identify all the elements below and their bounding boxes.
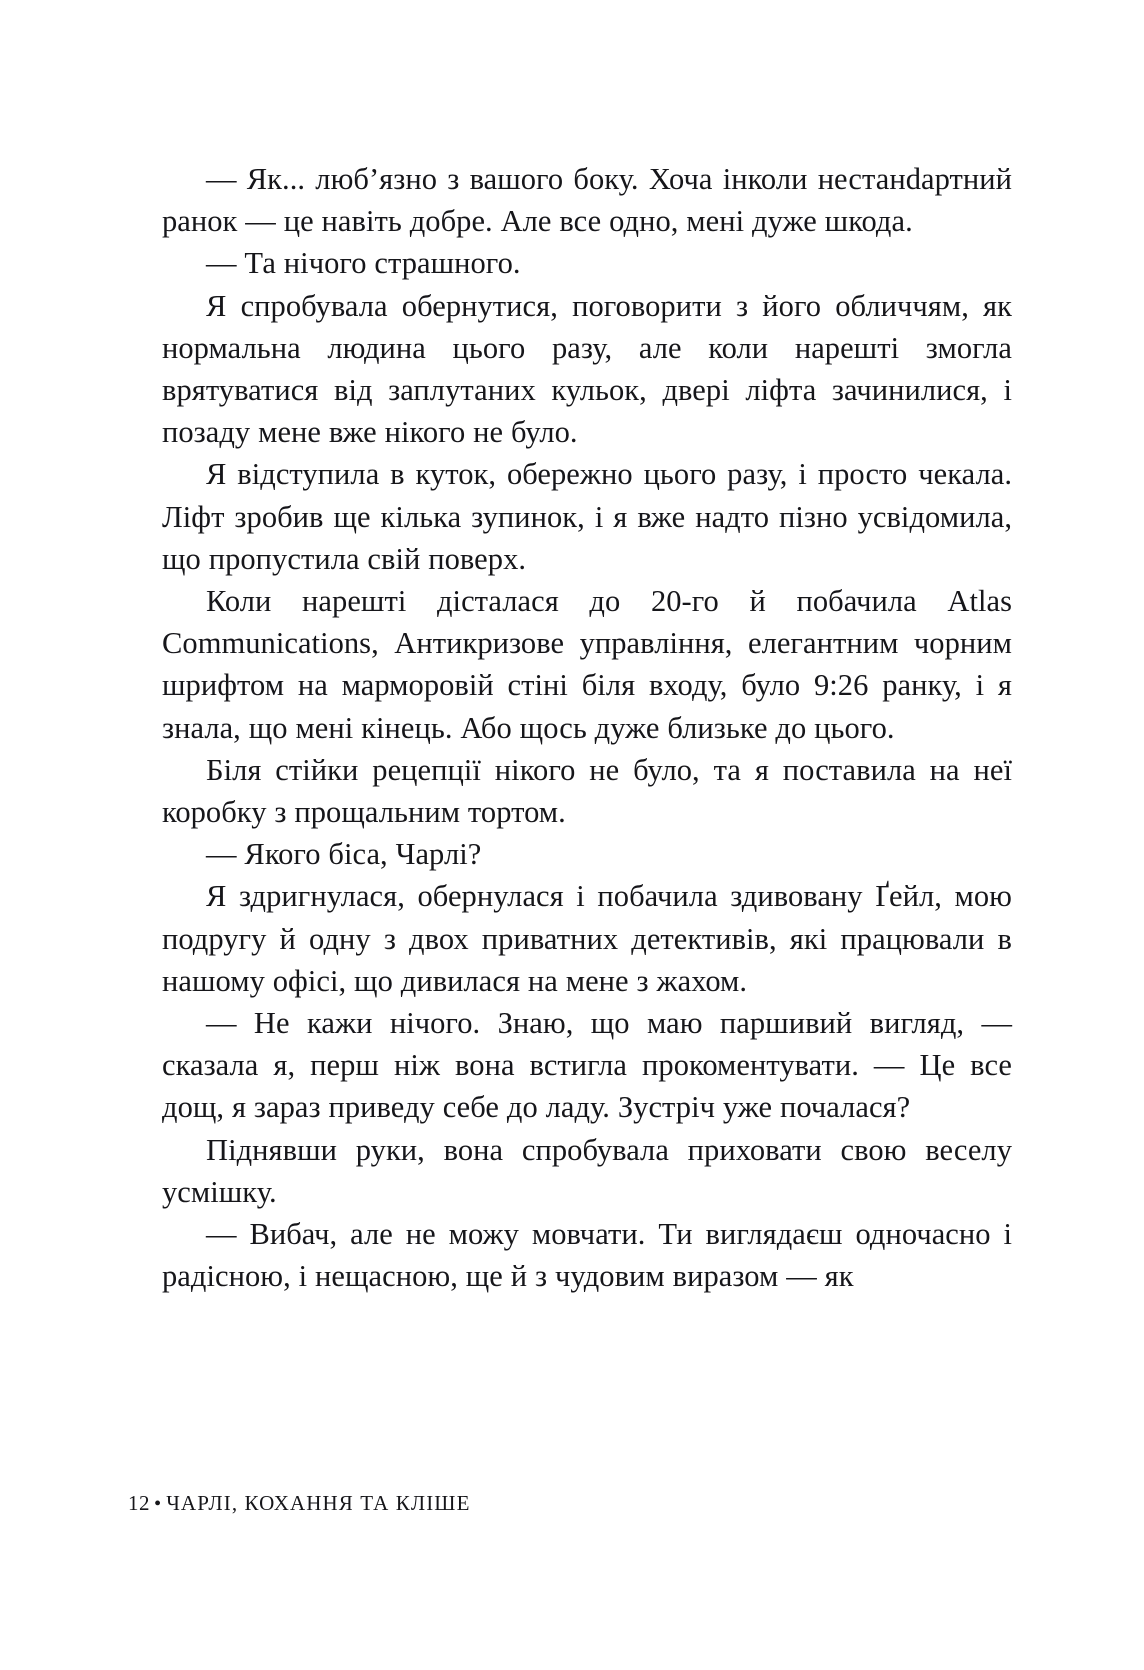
running-head-title: ЧАРЛІ, КОХАННЯ ТА КЛІШЕ	[166, 1491, 471, 1515]
paragraph: Я спробувала обернутися, поговорити з його обличчям, як нормальна людина цього разу, але коли нарешті змогла врятуватися від заплутаних кульок, двері ліфта зачинилися, і позаду мене вже нікого не було.	[162, 288, 1012, 450]
body-text-block	[162, 158, 1012, 1297]
page-footer	[128, 1491, 1008, 1516]
paragraph: — Не кажи нічого. Знаю, що маю паршивий вигляд, — сказала я, перш ніж вона встигла прокоментувати. — Це все дощ, я зараз приведу себе до ладу. Зустріч уже почалася?	[162, 1006, 1012, 1125]
footer-separator-bullet-icon: •	[154, 1493, 163, 1515]
paragraph: Піднявши руки, вона спробувала приховати свою веселу усмішку.	[162, 1132, 1012, 1209]
paragraph: — Як... люб’язно з вашого боку. Хоча інколи нестанdартний ранок — це навіть добре. Але все одно, мені дуже шкода.	[162, 162, 1012, 239]
paragraph: Коли нарешті дісталася до 20-го й побачила Atlas Communications, Антикризове управління, елегантним чорним шрифтом на марморовій стіні біля входу, було 9:26 ранку, і я знала, що мені кінець. Або щось дуже близьке до цього.	[162, 584, 1012, 745]
paragraph: Біля стійки рецепції нікого не було, та я поставила на неї коробку з прощальним тортом.	[162, 752, 1012, 830]
paragraph: — Та нічого страшного.	[206, 246, 521, 281]
paragraph: Я здригнулася, обернулася і побачила здивовану Ґейл, мою подругу й одну з двох приватних детективів, які працювали в нашому офісі, що дивилася на мене з жахом.	[162, 879, 1012, 998]
paragraph: Я відступила в куток, обережно цього разу, і просто чекала. Ліфт зробив ще кілька зупинок, і я вже надто пізно усвідомила, що пропустила свій поверх.	[162, 457, 1012, 576]
paragraph: — Якого біса, Чарлі?	[206, 837, 482, 872]
paragraph: — Вибач, але не можу мовчати. Ти виглядаєш одночасно і радісною, і нещасною, ще й з чудовим виразом — як	[162, 1217, 1012, 1294]
page-number: 12	[128, 1491, 150, 1515]
